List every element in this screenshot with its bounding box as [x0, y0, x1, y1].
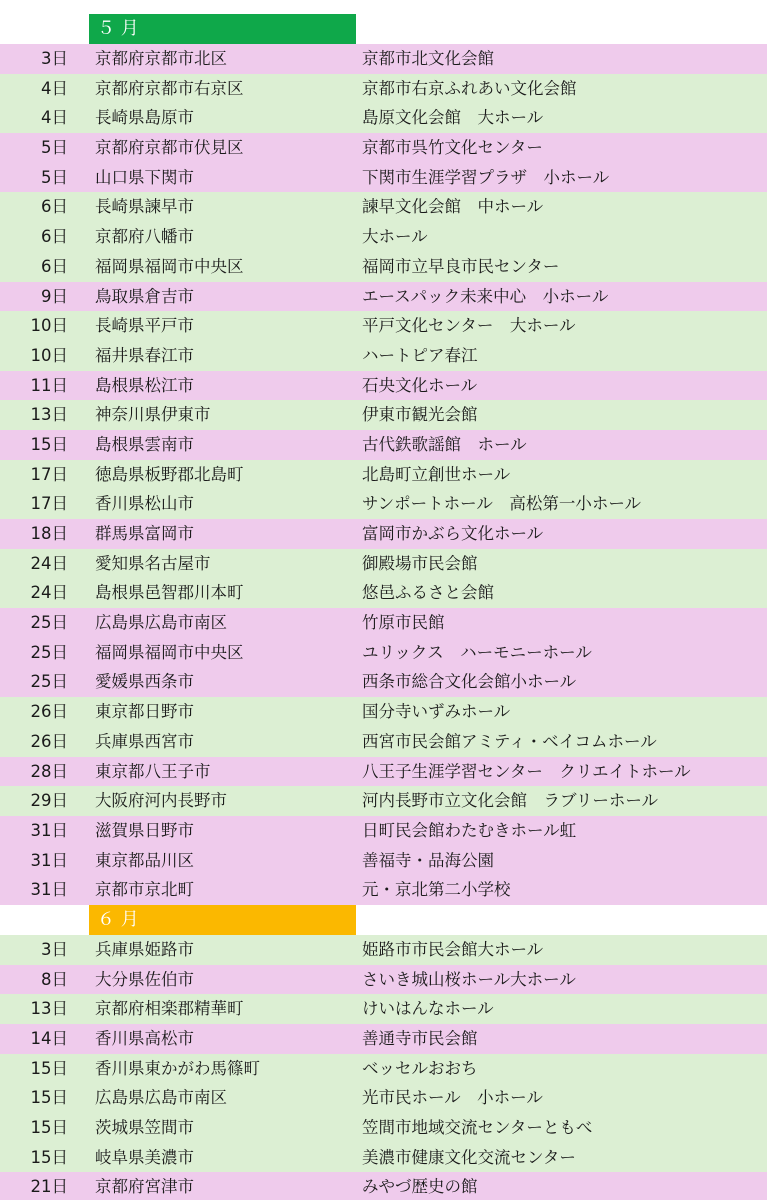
schedule-row: [0, 252, 767, 282]
event-day: 8日: [41, 969, 68, 989]
event-venue: 富岡市かぶら文化ホール: [362, 524, 544, 543]
event-day: 6日: [41, 197, 68, 217]
schedule-row: [0, 430, 767, 460]
event-place: 長崎県島原市: [95, 108, 194, 128]
event-venue: けいはんなホール: [362, 999, 494, 1019]
schedule-row: [0, 400, 767, 430]
event-day: 6日: [41, 256, 68, 276]
schedule-row: [0, 311, 767, 341]
event-venue: エースパック未来中心 小ホール: [362, 286, 609, 306]
event-place: 滋賀県日野市: [95, 820, 194, 840]
event-place: 福岡県福岡市中央区: [95, 256, 244, 276]
event-place: 京都府京都市伏見区: [95, 138, 244, 158]
event-day: 24日: [30, 553, 68, 573]
event-place: 京都府宮津市: [95, 1177, 194, 1197]
schedule-row: [0, 489, 767, 519]
event-venue: 古代鉄歌謡館 ホール: [362, 434, 527, 454]
event-place: 東京都日野市: [95, 702, 194, 722]
schedule-row: [0, 816, 767, 846]
schedule-row: [0, 965, 767, 995]
event-venue: みやづ歴史の館: [362, 1177, 478, 1197]
schedule-row: [0, 1024, 767, 1054]
event-day: 26日: [30, 702, 68, 722]
schedule-row: [0, 192, 767, 222]
schedule-row: [0, 727, 767, 757]
event-venue: 光市民ホール 小ホール: [362, 1088, 543, 1108]
event-venue: 平戸文化センター 大ホール: [362, 316, 576, 336]
schedule-row: [0, 549, 767, 579]
event-place: 大分県佐伯市: [95, 969, 194, 989]
event-day: 17日: [30, 464, 68, 484]
event-place: 島根県松江市: [95, 375, 194, 395]
schedule-row: [0, 667, 767, 697]
event-venue: 美濃市健康文化交流センター: [362, 1147, 576, 1167]
event-day: 13日: [30, 999, 68, 1019]
schedule-row: [0, 222, 767, 252]
schedule-row: [0, 163, 767, 193]
event-day: 29日: [30, 791, 68, 811]
event-venue: ベッセルおおち: [362, 1058, 478, 1078]
event-venue: 笠間市地域交流センターともべ: [362, 1118, 593, 1138]
event-day: 24日: [30, 583, 68, 603]
event-place: 茨城県笠間市: [95, 1118, 194, 1138]
event-venue: ユリックス ハーモニーホール: [362, 642, 592, 662]
event-day: 4日: [41, 78, 68, 98]
event-day: 9日: [41, 286, 68, 306]
event-place: 京都府八幡市: [95, 227, 194, 247]
month-label: ６ 月: [89, 905, 356, 935]
event-day: 3日: [41, 49, 68, 68]
event-place: 兵庫県姫路市: [95, 939, 194, 959]
event-venue: 国分寺いずみホール: [362, 702, 511, 722]
event-place: 広島県広島市南区: [95, 613, 227, 633]
event-place: 神奈川県伊東市: [95, 405, 211, 425]
schedule-row: [0, 875, 767, 905]
schedule-row: [0, 1054, 767, 1084]
event-day: 25日: [30, 672, 68, 692]
event-venue: 京都市呉竹文化センター: [362, 138, 543, 158]
event-venue: サンポートホール 高松第一小ホール: [362, 494, 642, 514]
event-venue: 京都市右京ふれあい文化会館: [362, 78, 577, 98]
month-label: ５ 月: [89, 14, 356, 44]
event-place: 鳥取県倉吉市: [95, 286, 194, 306]
event-day: 31日: [30, 820, 68, 840]
event-venue: さいき城山桜ホール大ホール: [362, 969, 576, 989]
schedule-row: [0, 935, 767, 965]
event-venue: 諫早文化会館 中ホール: [362, 197, 544, 217]
event-place: 香川県松山市: [95, 494, 194, 514]
event-venue: ハートピア春江: [362, 345, 478, 365]
schedule-row: [0, 44, 767, 74]
event-place: 大阪府河内長野市: [95, 791, 227, 811]
event-venue: 善通寺市民会館: [362, 1029, 478, 1048]
event-day: 28日: [30, 761, 68, 781]
event-venue: 善福寺・品海公園: [362, 850, 494, 870]
event-day: 13日: [30, 405, 68, 425]
schedule-row: [0, 74, 767, 104]
event-place: 群馬県富岡市: [95, 524, 194, 543]
event-venue: 福岡市立早良市民センター: [362, 256, 560, 276]
event-place: 愛知県名古屋市: [95, 553, 211, 573]
event-place: 京都府相楽郡精華町: [95, 999, 244, 1019]
event-place: 山口県下関市: [95, 167, 194, 187]
schedule-row: [0, 608, 767, 638]
event-place: 東京都八王子市: [95, 761, 211, 781]
event-day: 26日: [30, 731, 68, 751]
event-venue: 竹原市民館: [362, 613, 445, 633]
event-day: 14日: [30, 1029, 68, 1048]
schedule-row: [0, 578, 767, 608]
schedule-row: [0, 133, 767, 163]
event-place: 長崎県諫早市: [95, 197, 194, 217]
event-day: 15日: [30, 1088, 68, 1108]
event-day: 31日: [30, 850, 68, 870]
top-spacer: [0, 0, 767, 14]
event-place: 愛媛県西条市: [95, 672, 194, 692]
event-place: 京都府京都市北区: [95, 49, 227, 68]
event-day: 6日: [41, 227, 68, 247]
event-venue: 北島町立創世ホール: [362, 464, 511, 484]
event-venue: 八王子生涯学習センター クリエイトホール: [362, 761, 691, 781]
event-place: 広島県広島市南区: [95, 1088, 227, 1108]
event-day: 15日: [30, 434, 68, 454]
event-day: 31日: [30, 880, 68, 900]
event-venue: 島原文化会館 大ホール: [362, 108, 544, 128]
schedule-row: [0, 460, 767, 490]
event-day: 10日: [30, 316, 68, 336]
event-venue: 御殿場市民会館: [362, 553, 478, 573]
schedule-row: [0, 638, 767, 668]
event-place: 島根県邑智郡川本町: [95, 583, 244, 603]
schedule-row: [0, 757, 767, 787]
event-venue: 下関市生涯学習プラザ 小ホール: [362, 167, 610, 187]
event-place: 岐阜県美濃市: [95, 1147, 194, 1167]
event-venue: 大ホール: [362, 227, 428, 247]
event-day: 17日: [30, 494, 68, 514]
event-day: 25日: [30, 642, 68, 662]
event-venue: 日町民会館わたむきホール虹: [362, 820, 577, 840]
event-day: 15日: [30, 1118, 68, 1138]
event-day: 5日: [41, 167, 68, 187]
event-day: 15日: [30, 1058, 68, 1078]
event-place: 島根県雲南市: [95, 434, 194, 454]
event-day: 10日: [30, 345, 68, 365]
event-place: 香川県東かがわ馬篠町: [95, 1058, 260, 1078]
schedule-row: [0, 697, 767, 727]
schedule-row: [0, 519, 767, 549]
schedule-row: [0, 341, 767, 371]
event-venue: 西条市総合文化会館小ホール: [362, 672, 577, 692]
schedule-row: [0, 282, 767, 312]
event-place: 長崎県平戸市: [95, 316, 194, 336]
event-day: 3日: [41, 939, 68, 959]
schedule-row: [0, 994, 767, 1024]
event-place: 兵庫県西宮市: [95, 731, 194, 751]
event-venue: 姫路市市民会館大ホール: [362, 939, 544, 959]
schedule-row: [0, 1113, 767, 1143]
month-header-row: [0, 14, 767, 44]
schedule-row: [0, 1083, 767, 1113]
event-place: 香川県高松市: [95, 1029, 194, 1048]
event-place: 京都府京都市右京区: [95, 78, 244, 98]
schedule-row: [0, 103, 767, 133]
event-venue: 元・京北第二小学校: [362, 880, 511, 900]
event-venue: 石央文化ホール: [362, 375, 478, 395]
event-day: 5日: [41, 138, 68, 158]
event-venue: 悠邑ふるさと会館: [362, 583, 494, 603]
event-venue: 京都市北文化会館: [362, 49, 494, 68]
event-place: 徳島県板野郡北島町: [95, 464, 244, 484]
schedule-row: [0, 846, 767, 876]
event-place: 東京都品川区: [95, 850, 194, 870]
month-header-row: [0, 905, 767, 935]
event-day: 11日: [30, 375, 68, 395]
event-day: 15日: [30, 1147, 68, 1167]
event-venue: 伊東市観光会館: [362, 405, 478, 425]
schedule-row: [0, 1172, 767, 1200]
event-place: 福岡県福岡市中央区: [95, 642, 244, 662]
event-place: 福井県春江市: [95, 345, 194, 365]
schedule-row: [0, 786, 767, 816]
event-venue: 西宮市民会館アミティ・ベイコムホール: [362, 731, 657, 751]
event-day: 25日: [30, 613, 68, 633]
schedule-row: [0, 1143, 767, 1173]
event-day: 18日: [30, 524, 68, 543]
event-place: 京都市京北町: [95, 880, 194, 900]
event-venue: 河内長野市立文化会館 ラブリーホール: [362, 791, 659, 811]
schedule-row: [0, 371, 767, 401]
event-day: 21日: [30, 1177, 68, 1197]
event-day: 4日: [41, 108, 68, 128]
